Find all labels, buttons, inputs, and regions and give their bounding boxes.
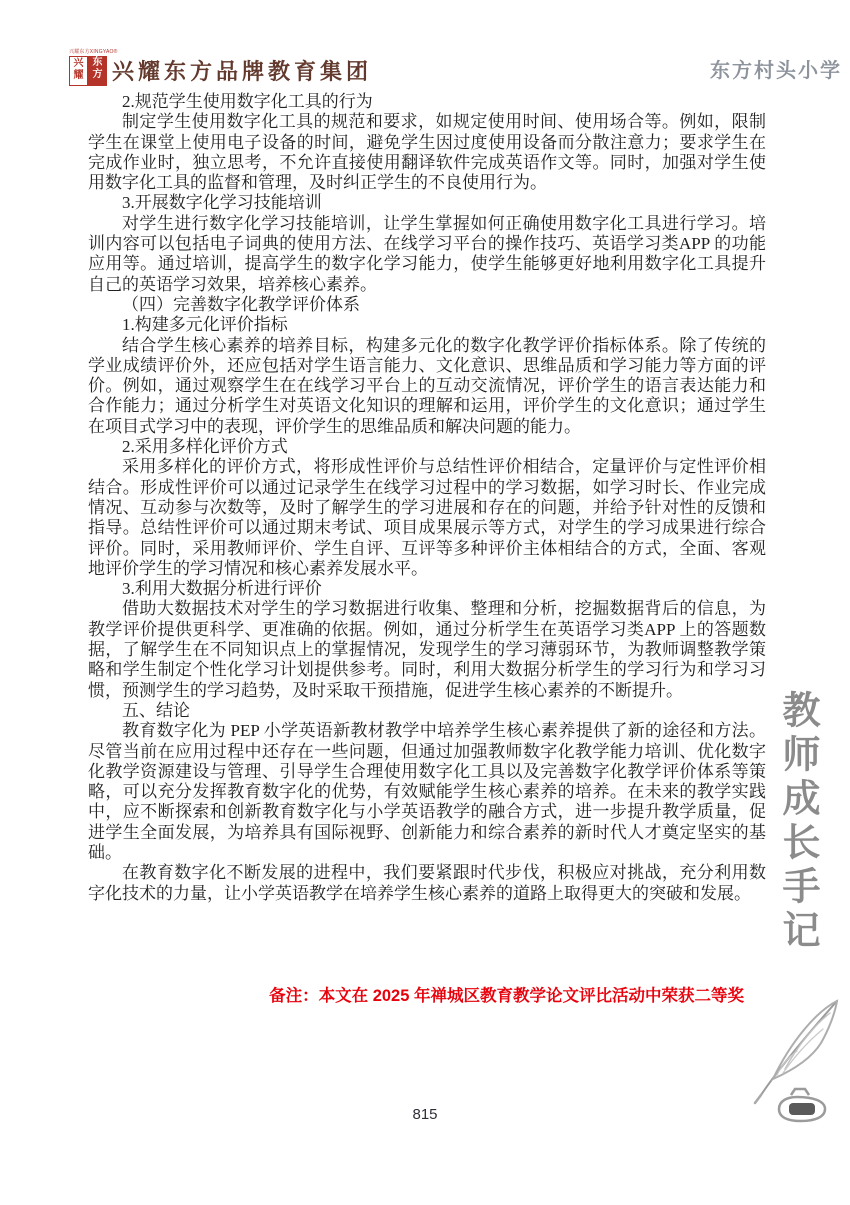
numbered-heading: 3.开展数字化学习技能培训 (122, 193, 322, 213)
award-remark: 备注：本文在 2025 年禅城区教育教学论文评比活动中荣获二等奖 (269, 987, 744, 1005)
article-body (88, 92, 766, 904)
body-paragraph: 教育数字化为 PEP 小学英语新教材教学中培养学生核心素养提供了新的途径和方法。尽管当前在应用过程中还存在一些问题，但通过加强教师数字化教学能力培训、优化数字化教学资源建设与管理、引导学生合理使用数字化工具以及完善数字化教学评价体系等策略，可以充分发挥教育数字化的优势，有效赋能学生核心素养的培养。在未来的教学实践中，应不断探索和创新教育数字化与小学英语教学的融合方式，进一步提升教学质量，促进学生全面发展，为培养具有国际视野、创新能力和综合素养的新时代人才奠定坚实的基础。 (88, 721, 766, 862)
sub-section-heading: （四）完善数字化教学评价体系 (122, 294, 360, 314)
numbered-heading: 3.利用大数据分析进行评价 (122, 579, 322, 599)
body-paragraph: 采用多样化的评价方式，将形成性评价与总结性评价相结合，定量评价与定性评价相结合。形成性评价可以通过记录学生在线学习过程中的学习数据，如学习时长、作业完成情况、互动参与次数等，及时了解学生的学习进展和存在的问题，并给予针对性的反馈和指导。总结性评价可以通过期末考试、项目成果展示等方式，对学生的学习成果进行综合评价。同时，采用教师评价、学生自评、互评等多种评价主体相结合的方式，全面、客观地评价学生的学习情况和核心素养发展水平。 (88, 457, 766, 578)
header-school-name: 东方村头小学 (710, 60, 842, 82)
section-heading: 五、结论 (122, 700, 190, 720)
body-paragraph: 借助大数据技术对学生的学习数据进行收集、整理和分析，挖掘数据背后的信息，为教学评价提供更科学、更准确的依据。例如，通过分析学生在英语学习类APP 上的答题数据，了解学生在不同知识点上的掌握情况，发现学生的学习薄弱环节，为教师调整教学策略和学生制定个性化学习计划提供参考。同时，利用大数据分析学生的学习行为和学习习惯，预测学生的学习趋势，及时采取干预措施，促进学生核心素养的不断提升。 (88, 599, 766, 700)
numbered-heading: 2.规范学生使用数字化工具的行为 (122, 92, 373, 111)
page-number: 815 (412, 1106, 438, 1123)
brand-seal-right: 东方 (88, 56, 107, 86)
brand-seal (69, 56, 107, 86)
numbered-heading: 1.构建多元化评价指标 (122, 315, 288, 335)
body-paragraph: 在教育数字化不断发展的进程中，我们要紧跟时代步伐，积极应对挑战，充分利用数字化技术的力量，让小学英语教学在培养学生核心素养的道路上取得更大的突破和发展。 (88, 863, 766, 903)
teacher-growth-notes-watermark: 教师成长手记 (776, 690, 818, 954)
brand-logo-top-text: 兴耀东方XINGYAO® (69, 49, 118, 55)
body-paragraph: 对学生进行数字化学习技能培训，让学生掌握如何正确使用数字化工具进行学习。培训内容可以包括电子词典的使用方法、在线学习平台的操作技巧、英语学习类APP 的功能应用等。通过培训，提高学生的数字化学习能力，使学生能够更好地利用数字化工具提升自己的英语学习效果，培养核心素养。 (88, 213, 766, 294)
header-brand-title: 兴耀东方品牌教育集团 (112, 59, 373, 84)
numbered-heading: 2.采用多样化评价方式 (122, 437, 288, 457)
brand-seal-left: 兴耀 (69, 56, 88, 86)
body-paragraph: 结合学生核心素养的培养目标，构建多元化的数字化教学评价指标体系。除了传统的学业成绩评价外，还应包括对学生语言能力、文化意识、思维品质和学习能力等方面的评价。例如，通过观察学生在在线学习平台上的互动交流情况，评价学生的语言表达能力和合作能力；通过分析学生对英语文化知识的理解和运用，评价学生的文化意识；通过学生在项目式学习中的表现，评价学生的思维品质和解决问题的能力。 (88, 335, 766, 436)
brand-logo (69, 49, 118, 91)
body-paragraph: 制定学生使用数字化工具的规范和要求，如规定使用时间、使用场合等。例如，限制学生在课堂上使用电子设备的时间，避免学生因过度使用设备而分散注意力；要求学生在完成作业时，独立思考，不允许直接使用翻译软件完成英语作文等。同时，加强对学生使用数字化工具的监督和管理，及时纠正学生的不良使用行为。 (88, 112, 766, 193)
